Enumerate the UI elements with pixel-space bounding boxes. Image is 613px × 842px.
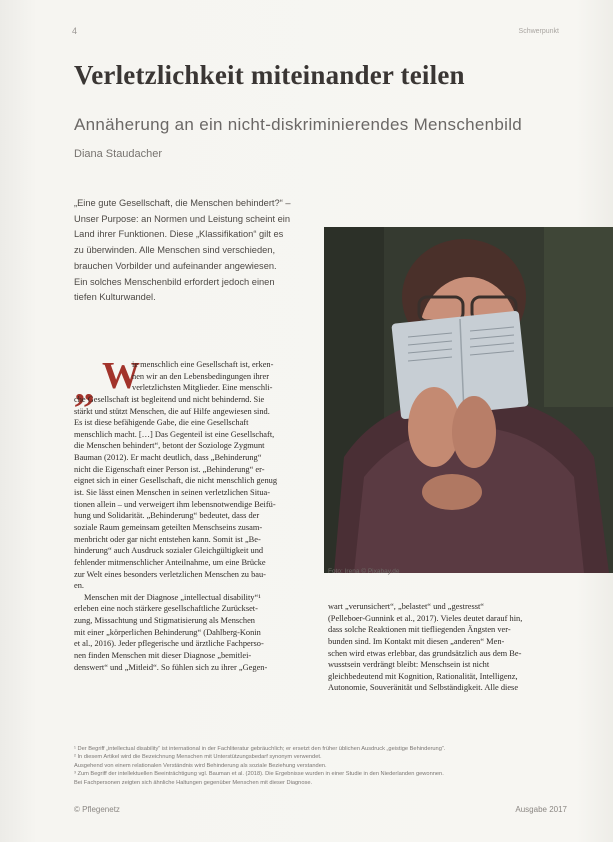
body-line: Es ist diese befähigende Gabe, die eine Gesellschaft — [74, 418, 249, 428]
body-line: menbricht oder gar nicht entstehen kann. Somit ist „Be- — [74, 534, 261, 544]
body-line: Menschen mit der Diagnose „intellectual disability“¹ — [84, 592, 261, 602]
photo-illustration — [324, 227, 613, 573]
footnote: Bei Fachpersonen zeigten sich ähnliche Haltungen gegenüber Menschen mit dieser Diagnose. — [74, 779, 313, 786]
body-line: et al., 2016). Jeder pflegerische und ärztliche Fachperso- — [74, 639, 264, 649]
intro-line: Land ihrer Funktionen. Diese „Klassifikation“ gilt es — [74, 229, 284, 240]
body-column-left — [74, 355, 322, 673]
body-line: soziale Raum gemeinsam geteilten Menschseins zusam- — [74, 522, 263, 532]
footnotes — [74, 745, 574, 787]
author-name: Diana Staudacher — [74, 148, 163, 160]
intro-line: Ein solches Menschenbild erfordert jedoch einen — [74, 276, 275, 287]
body-line: mit einer „körperlichen Behinderung“ (Dahlberg-Konin — [74, 627, 261, 637]
body-line: wusstsein verdrängt bleibt: Menschsein ist nicht — [328, 660, 490, 670]
footer-publisher: © Pflegenetz — [74, 805, 120, 814]
body-line: denswert“ und „Mitleid“. So fühlen sich zu ihrer „Gegen- — [74, 662, 268, 672]
body-line: verletzlichsten Mitglieder. Eine menschli- — [132, 383, 273, 393]
footnote: ³ Zum Begriff der intellektuellen Beeinträchtigung vgl. Bauman et al. (2018). Die Ergebnisse wurden in einer Studie in den Niederlanden gewonnen. — [74, 771, 444, 778]
footnote: Ausgehend von einem relationalen Verständnis wird Behinderung als soziale Beziehung verstanden. — [74, 762, 327, 769]
photo-caption: Foto: Irena © Pixabay.de — [328, 568, 400, 575]
intro-line: „Eine gute Gesellschaft, die Menschen behindert?“ – — [74, 198, 291, 208]
body-line: hinderung“ auch Ausdruck sozialer Gleichgültigkeit und — [74, 546, 264, 556]
body-line: eignet sich in einer Gesellschaft, die nicht menschlich genug — [74, 476, 278, 486]
body-line: ist. Sie lässt einen Menschen in seinen verletzlichen Situa- — [74, 488, 271, 498]
body-line: (Pelleboer-Gunnink et al., 2017). Vieles deutet darauf hin, — [328, 613, 523, 623]
body-line: gleichbedeutend mit Kognition, Rationalität, Intelligenz, — [328, 671, 518, 681]
dropcap-letter: W — [102, 355, 140, 397]
intro-line: tiefen Kulturwandel. — [74, 292, 156, 303]
article-photo — [324, 227, 613, 573]
body-column-right — [328, 601, 569, 694]
page-number: 4 — [72, 26, 78, 36]
footer-issue: Ausgabe 2017 — [515, 805, 567, 814]
body-line: nen wir an den Lebensbedingungen ihrer — [132, 371, 269, 381]
body-line: stärkt und stützt Menschen, die auf Hilfe angewiesen sind. — [74, 406, 270, 416]
footnote: ² In diesem Artikel wird die Bezeichnung Menschen mit Unterstützungsbedarf synonym verwendet. — [74, 754, 322, 761]
body-line: fehlender mitmenschlicher Anteilnahme, um eine Brücke — [74, 557, 266, 567]
running-header: Schwerpunkt — [518, 28, 559, 35]
intro-line: Unser Purpose: an Normen und Leistung scheint ein — [74, 213, 291, 224]
footnote: ¹ Der Begriff „intellectual disability“ ist international in der Fachliteratur gebräuchlich; er ersetzt den früher üblichen Ausdruck „geistige Behinderung“. — [74, 746, 446, 752]
body-line: Autonomie, Souveränität und Selbständigkeit. Alle diese — [328, 683, 519, 693]
intro-lead — [74, 196, 322, 306]
body-line: zur Welt eines besonders verletzlichen Menschen zu bau- — [74, 569, 266, 579]
body-line: che Gesellschaft ist begleitend und nicht behindernd. Sie — [74, 394, 265, 404]
body-line: en. — [74, 581, 84, 591]
body-line: hung und Solidarität. „Behinderung“ bedeutet, dass der — [74, 511, 260, 521]
body-line: zung, Missachtung und Stigmatisierung als Menschen — [74, 616, 255, 626]
body-line: die Menschen behindert“, betont der Soziologe Zygmunt — [74, 441, 265, 451]
body-line: tionen allein – und verweigert ihm lebensnotwendige Beifü- — [74, 499, 276, 509]
body-line: ie menschlich eine Gesellschaft ist, erken- — [132, 360, 274, 369]
body-line: menschlich macht. […] Das Gegenteil ist eine Gesellschaft, — [74, 429, 275, 439]
body-line: bunden sind. Im Kontakt mit diesen „anderen“ Men- — [328, 636, 505, 646]
intro-line: brauchen Vorbilder und aufeinander angewiesen. — [74, 260, 277, 271]
body-line: schen wird etwas erlebbar, das grundsätzlich aus dem Be- — [328, 648, 522, 658]
body-line: nen finden Menschen mit dieser Diagnose „bemitlei- — [74, 651, 252, 661]
article-title: Verletzlichkeit miteinander teilen — [74, 60, 465, 90]
dropcap-quote: „ — [74, 364, 95, 410]
article-subtitle: Annäherung an ein nicht-diskriminierendes Menschenbild — [74, 115, 523, 134]
intro-line: zu überwinden. Alle Menschen sind verschieden, — [74, 245, 276, 256]
body-line: nicht die Eigenschaft einer Person ist. „Behinderung“ er- — [74, 464, 265, 474]
body-line: erleben eine noch stärkere gesellschaftliche Zurückset- — [74, 604, 258, 614]
body-line: Bauman (2012). Er macht deutlich, dass „Behinderung“ — [74, 453, 262, 463]
body-line: dass solche Reaktionen mit tiefliegenden Ängsten ver- — [328, 625, 511, 635]
body-line: wart „verunsichert“, „belastet“ und „gestresst“ — [328, 602, 485, 611]
